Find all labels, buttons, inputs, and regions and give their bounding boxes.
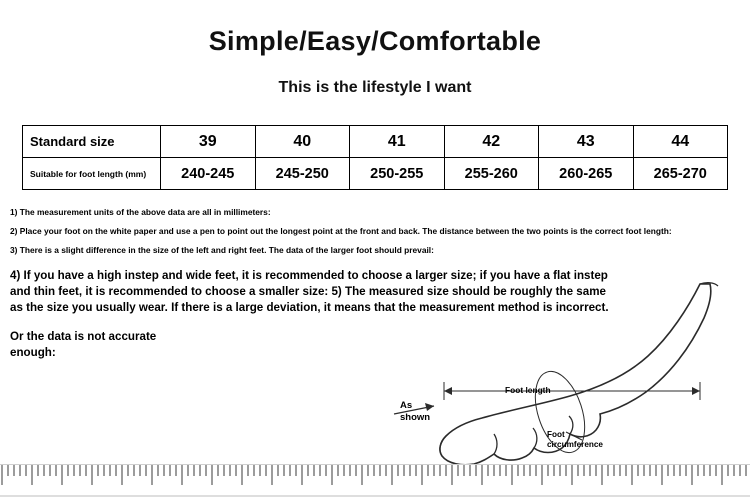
foot-length-cell: 245-250	[255, 158, 350, 190]
foot-length-cell: 250-255	[350, 158, 445, 190]
foot-length-cell: 265-270	[633, 158, 728, 190]
size-cell: 42	[444, 126, 539, 158]
note-item: 1) The measurement units of the above data are all in millimeters:	[10, 207, 271, 217]
note-item: 2) Place your foot on the white paper and use a pen to point out the longest point at the front and back. The distance between the two points is the correct foot length:	[10, 226, 672, 237]
row-label-standard-size: Standard size	[23, 126, 161, 158]
page-subtitle: This is the lifestyle I want	[278, 79, 472, 96]
ruler-strip	[0, 464, 750, 497]
table-row-standard-size	[23, 126, 728, 158]
note-item-tail: Or the data is not accurate enough:	[10, 329, 157, 360]
ruler-ticks	[0, 465, 750, 497]
size-cell: 39	[161, 126, 256, 158]
size-cell: 41	[350, 126, 445, 158]
note-item: 3) There is a slight difference in the size of the left and right feet. The data of the larger foot should prevail:	[10, 245, 434, 256]
foot-length-cell: 260-265	[539, 158, 634, 190]
page-title: Simple/Easy/Comfortable	[208, 26, 542, 56]
size-chart	[22, 125, 728, 190]
size-cell: 44	[633, 126, 728, 158]
size-cell: 40	[255, 126, 350, 158]
note-item-emphasis: 4) If you have a high instep and wide feet, it is recommended to choose a larger size; if you have a flat instep and thin feet, it is recommended to choose a smaller size: 5) The measured size should be roughly the same as the size you usually wear. If there is a large deviation, it means that the measurement method is incorrect.	[10, 268, 609, 315]
notes-block	[10, 206, 740, 362]
foot-length-label: Foot length	[505, 385, 551, 395]
foot-length-cell: 255-260	[444, 158, 539, 190]
as-shown-label: As shown	[400, 400, 431, 424]
foot-length-cell: 240-245	[161, 158, 256, 190]
foot-circumference-label: Foot circumference	[547, 430, 603, 450]
size-table	[22, 125, 728, 190]
size-cell: 43	[539, 126, 634, 158]
row-label-foot-length: Suitable for foot length (mm)	[23, 158, 161, 190]
table-row-foot-length	[23, 158, 728, 190]
